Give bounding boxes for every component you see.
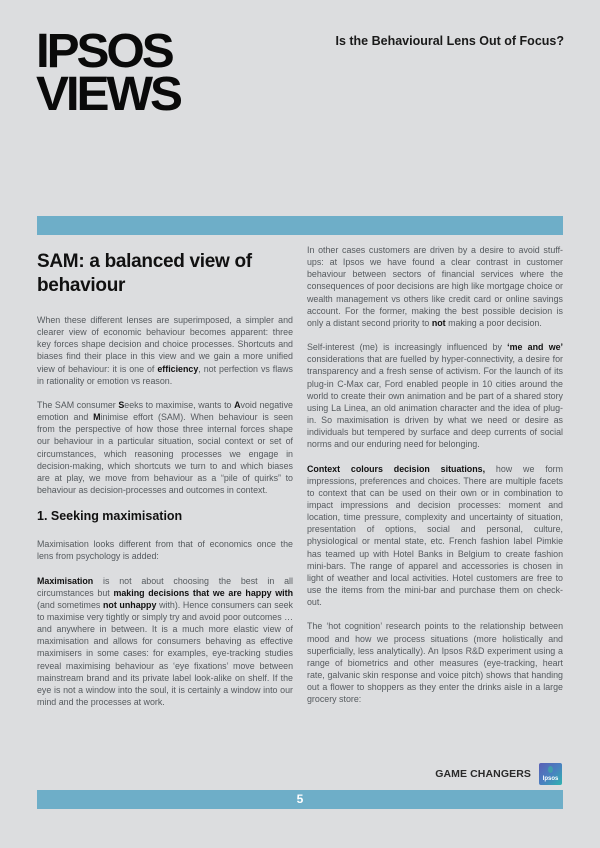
paragraph: Maximisation looks different from that of economics once the lens from psychology is added:	[37, 539, 293, 562]
ipsos-logo-icon: Ipsos	[539, 763, 562, 785]
paragraph: The SAM consumer Seeks to maximise, wants to Avoid negative emotion and Minimise effort (SAM). When behaviour is seen from the perspective of how those three internal forces shape our behaviour in a particular situation, social context or set of circumstances, which reasoning processes we engage in decision-making, which shortcuts we turn to and which biases are at play, we move from behaviour as a “pile of quirks” to behaviour as decision-processes and outcomes in context.	[37, 399, 293, 496]
page-number-bar	[37, 790, 563, 809]
logo-dot	[548, 766, 553, 773]
footer-brand	[435, 763, 562, 785]
ipsos-views-logo	[36, 25, 180, 121]
subheading: 1. Seeking maximisation	[37, 509, 183, 524]
section-heading: SAM: a balanced view of behaviour	[37, 251, 252, 296]
left-column	[37, 250, 293, 720]
paragraph: When these different lenses are superimposed, a simpler and clearer view of economic behaviour becomes apparent: three key forces shape decision and choice processes. Shortcuts and biases find their place in this view and we gain a more unified view of behaviour: it is one of efficiency, not perfection vs flaws in rationality or emotion vs reason.	[37, 315, 293, 386]
logo-line-2: VIEWS	[36, 68, 180, 121]
paragraph: Self-interest (me) is increasingly influenced by ‘me and we’ considerations that are fuelled by hyper-connectivity, a desire for transparency and a fresh sense of activism. For the launch of its plug-in C-Max car, Ford enabled people in 10 cities around the world to create their own animation and be part of a shared story using La Linea, an old animation character and the idea of plug-in. So maximisation is driven by what we need or desire as individuals but tempered by surface and deep currents of social norms and our enduring need for belonging.	[307, 342, 563, 450]
paragraph: The ‘hot cognition’ research points to the relationship between mood and how we process situations (more holistically and superficially, less analytically). An Ipsos R&D experiment using a range of biometrics and other measures (eye-tracking, heart rate, galvanic skin response and voice pitch) shows that handing out a flower to shoppers as they enter the drinks aisle in a large grocery store:	[307, 621, 563, 705]
paragraph: Maximisation is not about choosing the best in all circumstances but making decisions that we are happy with (and sometimes not unhappy with). Hence consumers can seek to maximise very tightly or simply try and avoid poor outcomes … and anywhere in between. It is a much more elastic view of maximisation and allows for consumers behaving as effective maximisers in some cases: for examples, eye-tracking studies reveal maximising behaviour as ‘eye fixations’ move between mainstream brand and its private label look-alike on shelf. If the eye is not a window into the soul, it is certainly a window into our mind and the processes at work.	[37, 575, 293, 708]
paragraph: Context colours decision situations, how we form impressions, preferences and choices. There are multiple facets to context that can be used on their own or in combination to impact impressions and decision processes: moment and location, time pressure, complexity and uncertainty of situation, presentation of options, social and personal, culture, physiological or mental state, etc. French fashion label Pimkie has teamed up with Hotel Banks in Belgium to create fashion mini-bars. The range of apparel and accessories is chosen in light of weather and local activities. Hotel customers are free to use the items from the mini-bar and purchase them on check-out.	[307, 463, 563, 608]
page-number: 5	[296, 792, 304, 806]
logo-line-1: IPSOS	[36, 25, 172, 78]
paragraph: In other cases customers are driven by a desire to avoid stuff-ups: at Ipsos we have found a clear contrast in customer behaviour between sectors of financial services where the consequences of poor decisions are high like mortgage choice or wealth management vs others like credit card or online savings account. For the former, making the best possible decision is only a distant second priority to not making a poor decision.	[307, 245, 563, 328]
right-column	[307, 244, 563, 717]
top-accent-bar	[37, 216, 563, 235]
game-changers-label: GAME CHANGERS	[435, 768, 531, 780]
document-title: Is the Behavioural Lens Out of Focus?	[335, 34, 564, 48]
